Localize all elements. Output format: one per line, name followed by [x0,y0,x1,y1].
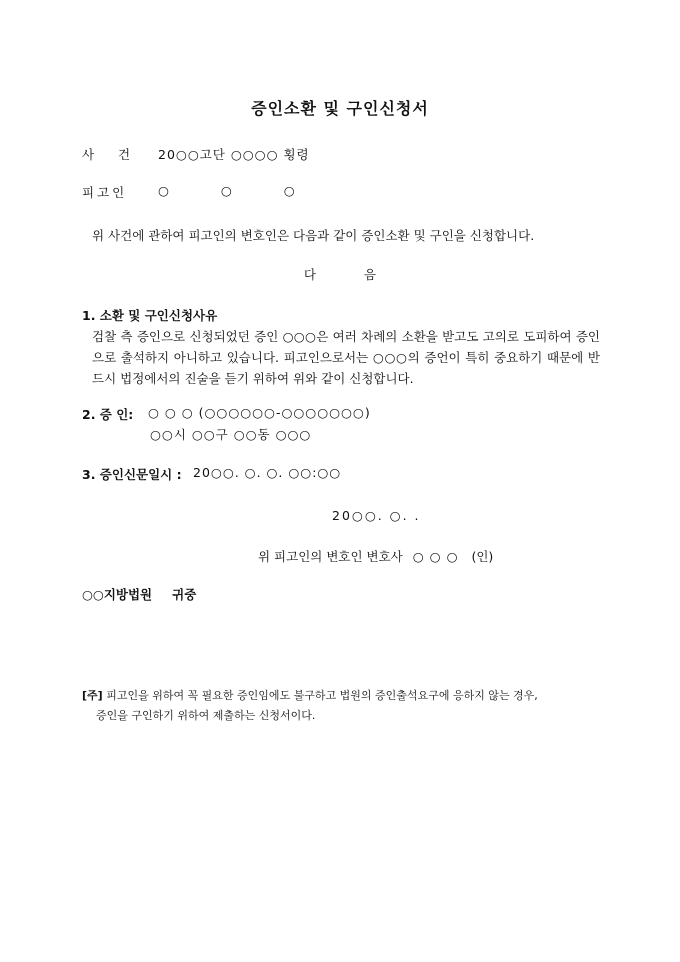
intro-paragraph: 위 사건에 관하여 피고인의 변호인은 다음과 같이 증인소환 및 구인을 신청합니다. [92,228,535,243]
footnote-line1: 피고인을 위하여 꼭 필요한 증인임에도 불구하고 법원의 증인출석요구에 응하지 않는 경우, [106,689,538,702]
heading-right: 음 [364,267,377,282]
document-title: 증인소환 및 구인신청서 [251,99,429,118]
court-suffix: 귀중 [172,587,197,602]
section1-body: 검찰 측 증인으로 신청되었던 증인 ○○○은 여러 차례의 소환을 받고도 고의로 도피하여 증인으로 출석하지 아니하고 있습니다. 피고인으로서는 ○○○의 증언이 특히 중요하기 때문에 반드시 법정에서의 진술을 듣기 위하여 위와 같이 신청합니다. [92,329,600,386]
witness-address: ○○시 ○○구 ○○동 ○○○ [150,427,312,442]
court-name: ○○지방법원 [82,587,153,602]
witness-name: ○ ○ ○ (○○○○○○-○○○○○○○) [148,405,371,420]
signer-prefix: 위 피고인의 변호인 변호사 [258,549,403,564]
section2-title: 2. 증 인: [82,407,134,422]
court-addressee [82,585,196,603]
footnote-line2: 증인을 구인하기 위하여 제출하는 신청서이다. [96,709,316,722]
section3-title: 3. 증인신문일시 : [82,467,182,482]
signer-line [258,547,493,565]
signer-seal: (인) [471,549,494,564]
case-value: 20○○고단 ○○○○ 횡령 [158,147,310,162]
examination-datetime: 20○○. ○. ○. ○○:○○ [193,465,342,480]
signer-name: ○○○ [412,549,464,564]
footnote [82,686,602,726]
defendant-value: ○ ○ ○ [158,183,319,198]
section1-title: 1. 소환 및 구인신청사유 [82,308,218,323]
defendant-label: 피고인 [82,185,128,200]
case-label: 사 건 [82,147,141,162]
section-heading [0,265,680,283]
heading-left: 다 [303,267,316,282]
footnote-lead: [주] [82,689,103,702]
filing-date: 20○○. ○. . [332,508,421,523]
